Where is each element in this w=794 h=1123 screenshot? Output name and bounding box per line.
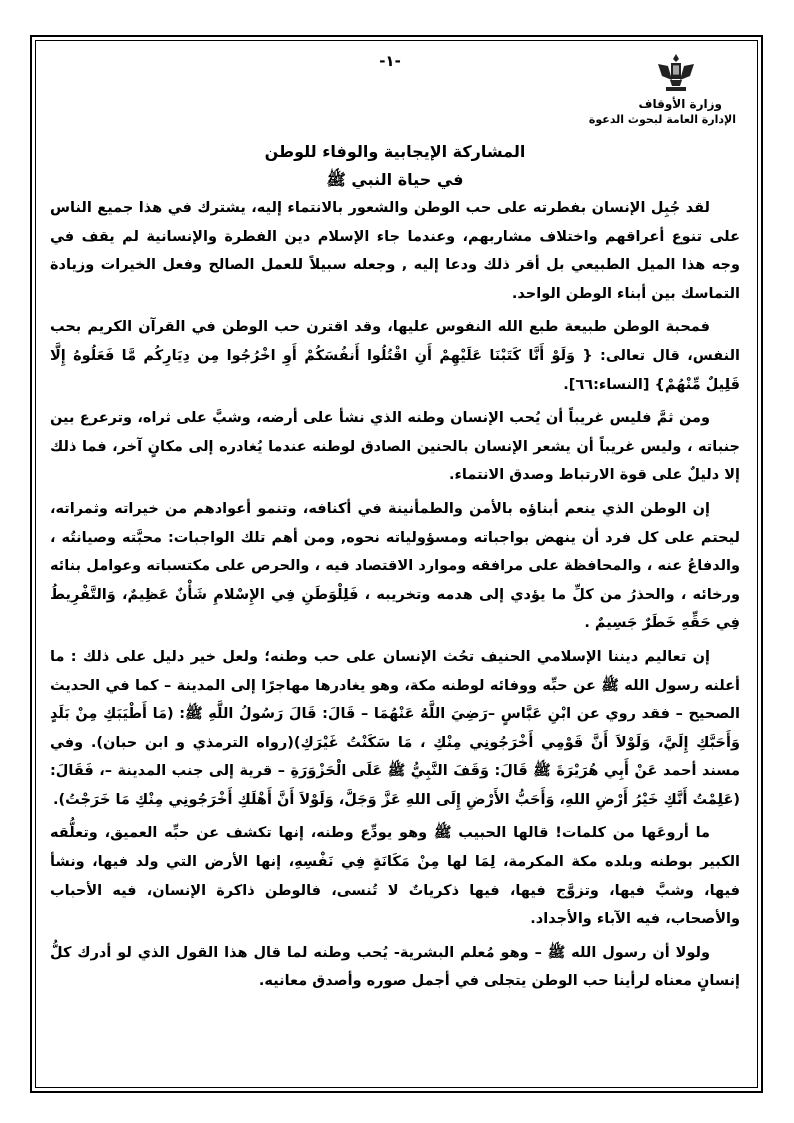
paragraph-1: لقد جُبِل الإنسان بفطرته على حب الوطن والشعور بالانتماء إليه، يشترك في هذا جميع الناس على تنوع أعراقهم واختلاف مشاربهم، وعندما جاء الإسلام دين الفطرة والإنسانية لم يقف في وجه هذا الميل الطبيعي بل أقر ذلك ودعا إليه , وجعله سبيلاً للعمل الصالح وفعل الخيرات وزيادة التماسك بين أبناء الوطن الواحد.: [50, 200, 740, 302]
paragraph-2: فمحبة الوطن طبيعة طبع الله النفوس عليها، وقد اقترن حب الوطن في القرآن الكريم بحب النفس، قال تعالى: { وَلَوْ أَنَّا كَتَبْنَا عَلَيْهِمْ أَنِ اقْتُلُوا أَنفُسَكُمْ أَوِ اخْرُجُوا مِن دِيَارِكُم مَّا فَعَلُوهُ إِلَّا قَلِيلٌ مِّنْهُمْ} [النساء:٦٦].: [50, 319, 740, 393]
department-name: الإدارة العامة لبحوث الدعوة: [588, 113, 736, 126]
article-title: المشاركة الإيجابية والوفاء للوطن: [264, 142, 526, 161]
paragraph-6: ما أروعَها من كلمات! قالها الحبيب ﷺ وهو يودِّع وطنه، إنها تكشف عن حبِّه العميق، وتعلُّقه الكبير بوطنه وبلده مكة المكرمة، لِمَا لها مِنْ مَكَانَةٍ فِي نَفْسِهِ، إنها الأرض التي ولد فيها، ونشأ فيها، وشبَّ فيها، وتزوَّج فيها، فيها ذكرياتٌ لا تُنسى، فالوطن ذاكرة الإنسان، فيه الأحباب والأصحاب، فيه الآباء والأجداد.: [50, 825, 740, 928]
paragraph-7: ولولا أن رسول الله ﷺ – وهو مُعلم البشرية- يُحب وطنه لما قال هذا القول الذي لو أدرك كلُّ إنسانٍ معناه لرأينا حب الوطن يتجلى في أجمل صوره وأصدق معانيه.: [50, 944, 740, 990]
article-subtitle: في حياة النبي ﷺ: [326, 170, 464, 189]
eagle-emblem-icon: [654, 50, 698, 94]
article-body: [50, 138, 740, 1001]
paragraph-3: ومن ثمَّ فليس غريباً أن يُحب الإنسان وطنه الذي نشأ على أرضه، وشبَّ على ثراه، وترعرع بين جنباته ، وليس غريباً أن يشعر الإنسان بالحنين الصادق لوطنه عندما يُغادره إلى مكانٍ آخر، فما ذلك إلا دليلٌ على قوة الارتباط وصدق الانتماء.: [50, 410, 740, 484]
paragraph-5: إن تعاليم ديننا الإسلامي الحنيف تحُث الإنسان على حب وطنه؛ ولعل خير دليل على ذلك : ما أعلنه رسول الله ﷺ عن حبِّه ووفائه لوطنه مكة، وهو يغادرها مهاجرًا إلى المدينة – كما في الحديث الصحيح – فقد روي عن ابْنِ عَبَّاسٍ –رَضِيَ اللَّهُ عَنْهُمَا – قَالَ: قَالَ رَسُولُ اللَّهِ ﷺ: (مَا أَطْيَبَكِ مِنْ بَلَدٍ وَأَحَبَّكِ إِلَيَّ، وَلَوْلاَ أَنَّ قَوْمِي أَخْرَجُونِي مِنْكِ ، مَا سَكَنْتُ غَيْرَكِ)(رواه الترمذي و ابن حبان). وفي مسند أحمد عَنْ أَبِي هُرَيْرَةَ ﷺ قَالَ: وَقَفَ النَّبِيُّ ﷺ عَلَى الْحَزْوَرَةِ – قرية إلى جنب المدينة –، فَقَالَ: (عَلِمْتُ أَنَّكِ خَيْرُ أَرْضِ اللهِ، وَأَحَبُّ الأَرْضِ إِلَى اللهِ عَزَّ وَجَلَّ، وَلَوْلاَ أَنَّ أَهْلَكِ أَخْرَجُونِي مِنْكِ مَا خَرَجْتُ).: [50, 648, 740, 808]
document-header: [586, 50, 736, 128]
paragraph-4: إن الوطن الذي ينعم أبناؤه بالأمن والطمأنينة في أكنافه، وتنمو أعوادهم من خيراته وثمراته، ليحتم على كل فرد أن ينهض بواجباته ومسؤولياته نحوه, ومن أهم تلك الواجبات: محبَّته وصيانتُه ، والدفاعُ عنه ، والمحافظة على مرافقه وموارد الاقتصاد فيه ، والحرص على مكتسباته وعوامل بنائه ورخائه ، والحذرُ من كلِّ ما يؤدي إلى هدمه وتخريبه ، فَلِلْوَطَنِ فِي الإِسْلامِ شَأْنٌ عَظِيمٌ، وَالتَّفْرِيطُ فِي حَقِّهِ خَطَرٌ جَسِيمٌ .: [50, 500, 740, 632]
ministry-name: وزارة الأوقاف: [638, 97, 722, 111]
page-number: -١-: [379, 52, 401, 70]
